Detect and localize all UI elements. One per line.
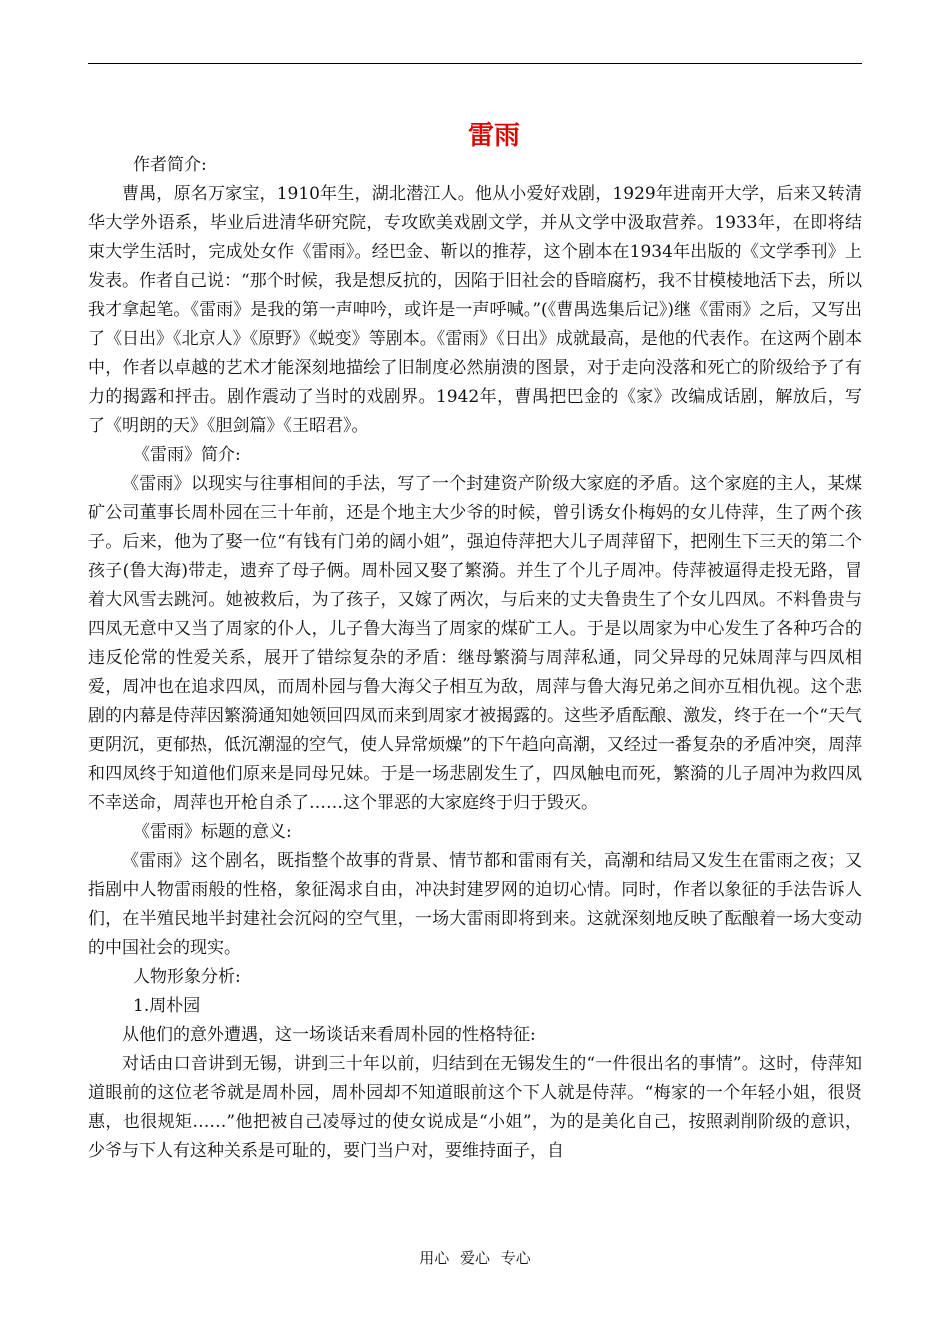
character-heading: 人物形象分析: xyxy=(133,967,241,987)
character-paragraph: 对话由口音讲到无锡，讲到三十年以前，归结到在无锡发生的“一件很出名的事情”。这时，侍萍知道眼前的这位老爷就是周朴园，周朴园却不知道眼前这个下人就是侍萍。“梅家的一个年轻小姐，很贤惠，也很规矩……”他把被自己凌辱过的使女说成是“小姐”，为的是美化自己，按照剥削阶级的意识，少爷与下人有这种关系是可耻的，要门当户对，要维持面子，自 xyxy=(88,1054,862,1161)
header-rule xyxy=(88,63,862,64)
character-intro-line: 从他们的意外遭遇，这一场谈话来看周朴园的性格特征: xyxy=(122,1025,536,1045)
page-footer: 用心 爱心 专心 xyxy=(419,1249,531,1267)
intro-paragraph: 《雷雨》以现实与往事相间的手法，写了一个封建资产阶级大家庭的矛盾。这个家庭的主人，某煤矿公司董事长周朴园在三十年前，还是个地主大少爷的时候，曾引诱女仆梅妈的女儿侍萍，生了两个孩子。后来，他为了娶一位“有钱有门弟的阔小姐”，强迫侍萍把大儿子周萍留下，把刚生下三天的第二个孩子(鲁大海)带走，遗弃了母子俩。周朴园又娶了繁漪。并生了个儿子周冲。侍萍被逼得走投无路，冒着大风雪去跳河。她被救后，为了孩子，又嫁了两次，与后来的丈夫鲁贵生了个女儿四凤。不料鲁贵与四凤无意中又当了周家的仆人，儿子鲁大海当了周家的煤矿工人。于是以周家为中心发生了各种巧合的违反伦常的性爱关系，展开了错综复杂的矛盾：继母繁漪与周萍私通，同父异母的兄妹周萍与四凤相爱，周冲也在追求四凤，而周朴园与鲁大海父子相互为敌，周萍与鲁大海兄弟之间亦互相仇视。这个悲剧的内幕是侍萍因繁漪通知她领回四凤而来到周家才被揭露的。这些矛盾酝酿、激发，终于在一个“天气更阴沉，更郁热，低沉潮湿的空气，使人异常烦燥”的下午趋向高潮，又经过一番复杂的矛盾冲突，周萍和四凤终于知道他们原来是同母兄妹。于是一场悲剧发生了，四凤触电而死，繁漪的儿子周冲为救四凤不幸送命，周萍也开枪自杀了……这个罪恶的大家庭终于归于毁灭。 xyxy=(88,474,862,813)
meaning-heading: 《雷雨》标题的意义: xyxy=(133,822,292,842)
document-title: 雷雨 xyxy=(467,121,520,151)
meaning-paragraph: 《雷雨》这个剧名，既指整个故事的背景、情节都和雷雨有关，高潮和结局又发生在雷雨之夜；又指剧中人物雷雨般的性格，象征渴求自由，冲决封建罗网的迫切心情。同时，作者以象征的手法告诉人们，在半殖民地半封建社会沉闷的空气里，一场大雷雨即将到来。这就深刻地反映了酝酿着一场大变动的中国社会的现实。 xyxy=(88,851,862,958)
character-subheading: 1.周朴园 xyxy=(133,996,201,1016)
intro-heading: 《雷雨》简介: xyxy=(133,445,241,465)
author-heading: 作者简介: xyxy=(133,155,207,175)
author-paragraph: 曹禺，原名万家宝，1910年生，湖北潜江人。他从小爱好戏剧，1929年进南开大学，后来又转清华大学外语系，毕业后进清华研究院，专攻欧美戏剧文学，并从文学中汲取营养。1933年，在即将结束大学生活时，完成处女作《雷雨》。经巴金、靳以的推荐，这个剧本在1934年出版的《文学季刊》上发表。作者自己说：“那个时候，我是想反抗的，因陷于旧社会的昏暗腐朽，我不甘模棱地活下去，所以我才拿起笔。《雷雨》是我的第一声呻吟，或许是一声呼喊。”(《曹禺选集后记》)继《雷雨》之后，又写出了《日出》《北京人》《原野》《蜕变》等剧本。《雷雨》《日出》成就最高，是他的代表作。在这两个剧本中，作者以卓越的艺术才能深刻地描绘了旧制度必然崩溃的图景，对于走向没落和死亡的阶级给予了有力的揭露和抨击。剧作震动了当时的戏剧界。1942年，曹禺把巴金的《家》改编成话剧，解放后，写了《明朗的天》《胆剑篇》《王昭君》。 xyxy=(88,184,862,436)
document-body xyxy=(88,151,862,1166)
